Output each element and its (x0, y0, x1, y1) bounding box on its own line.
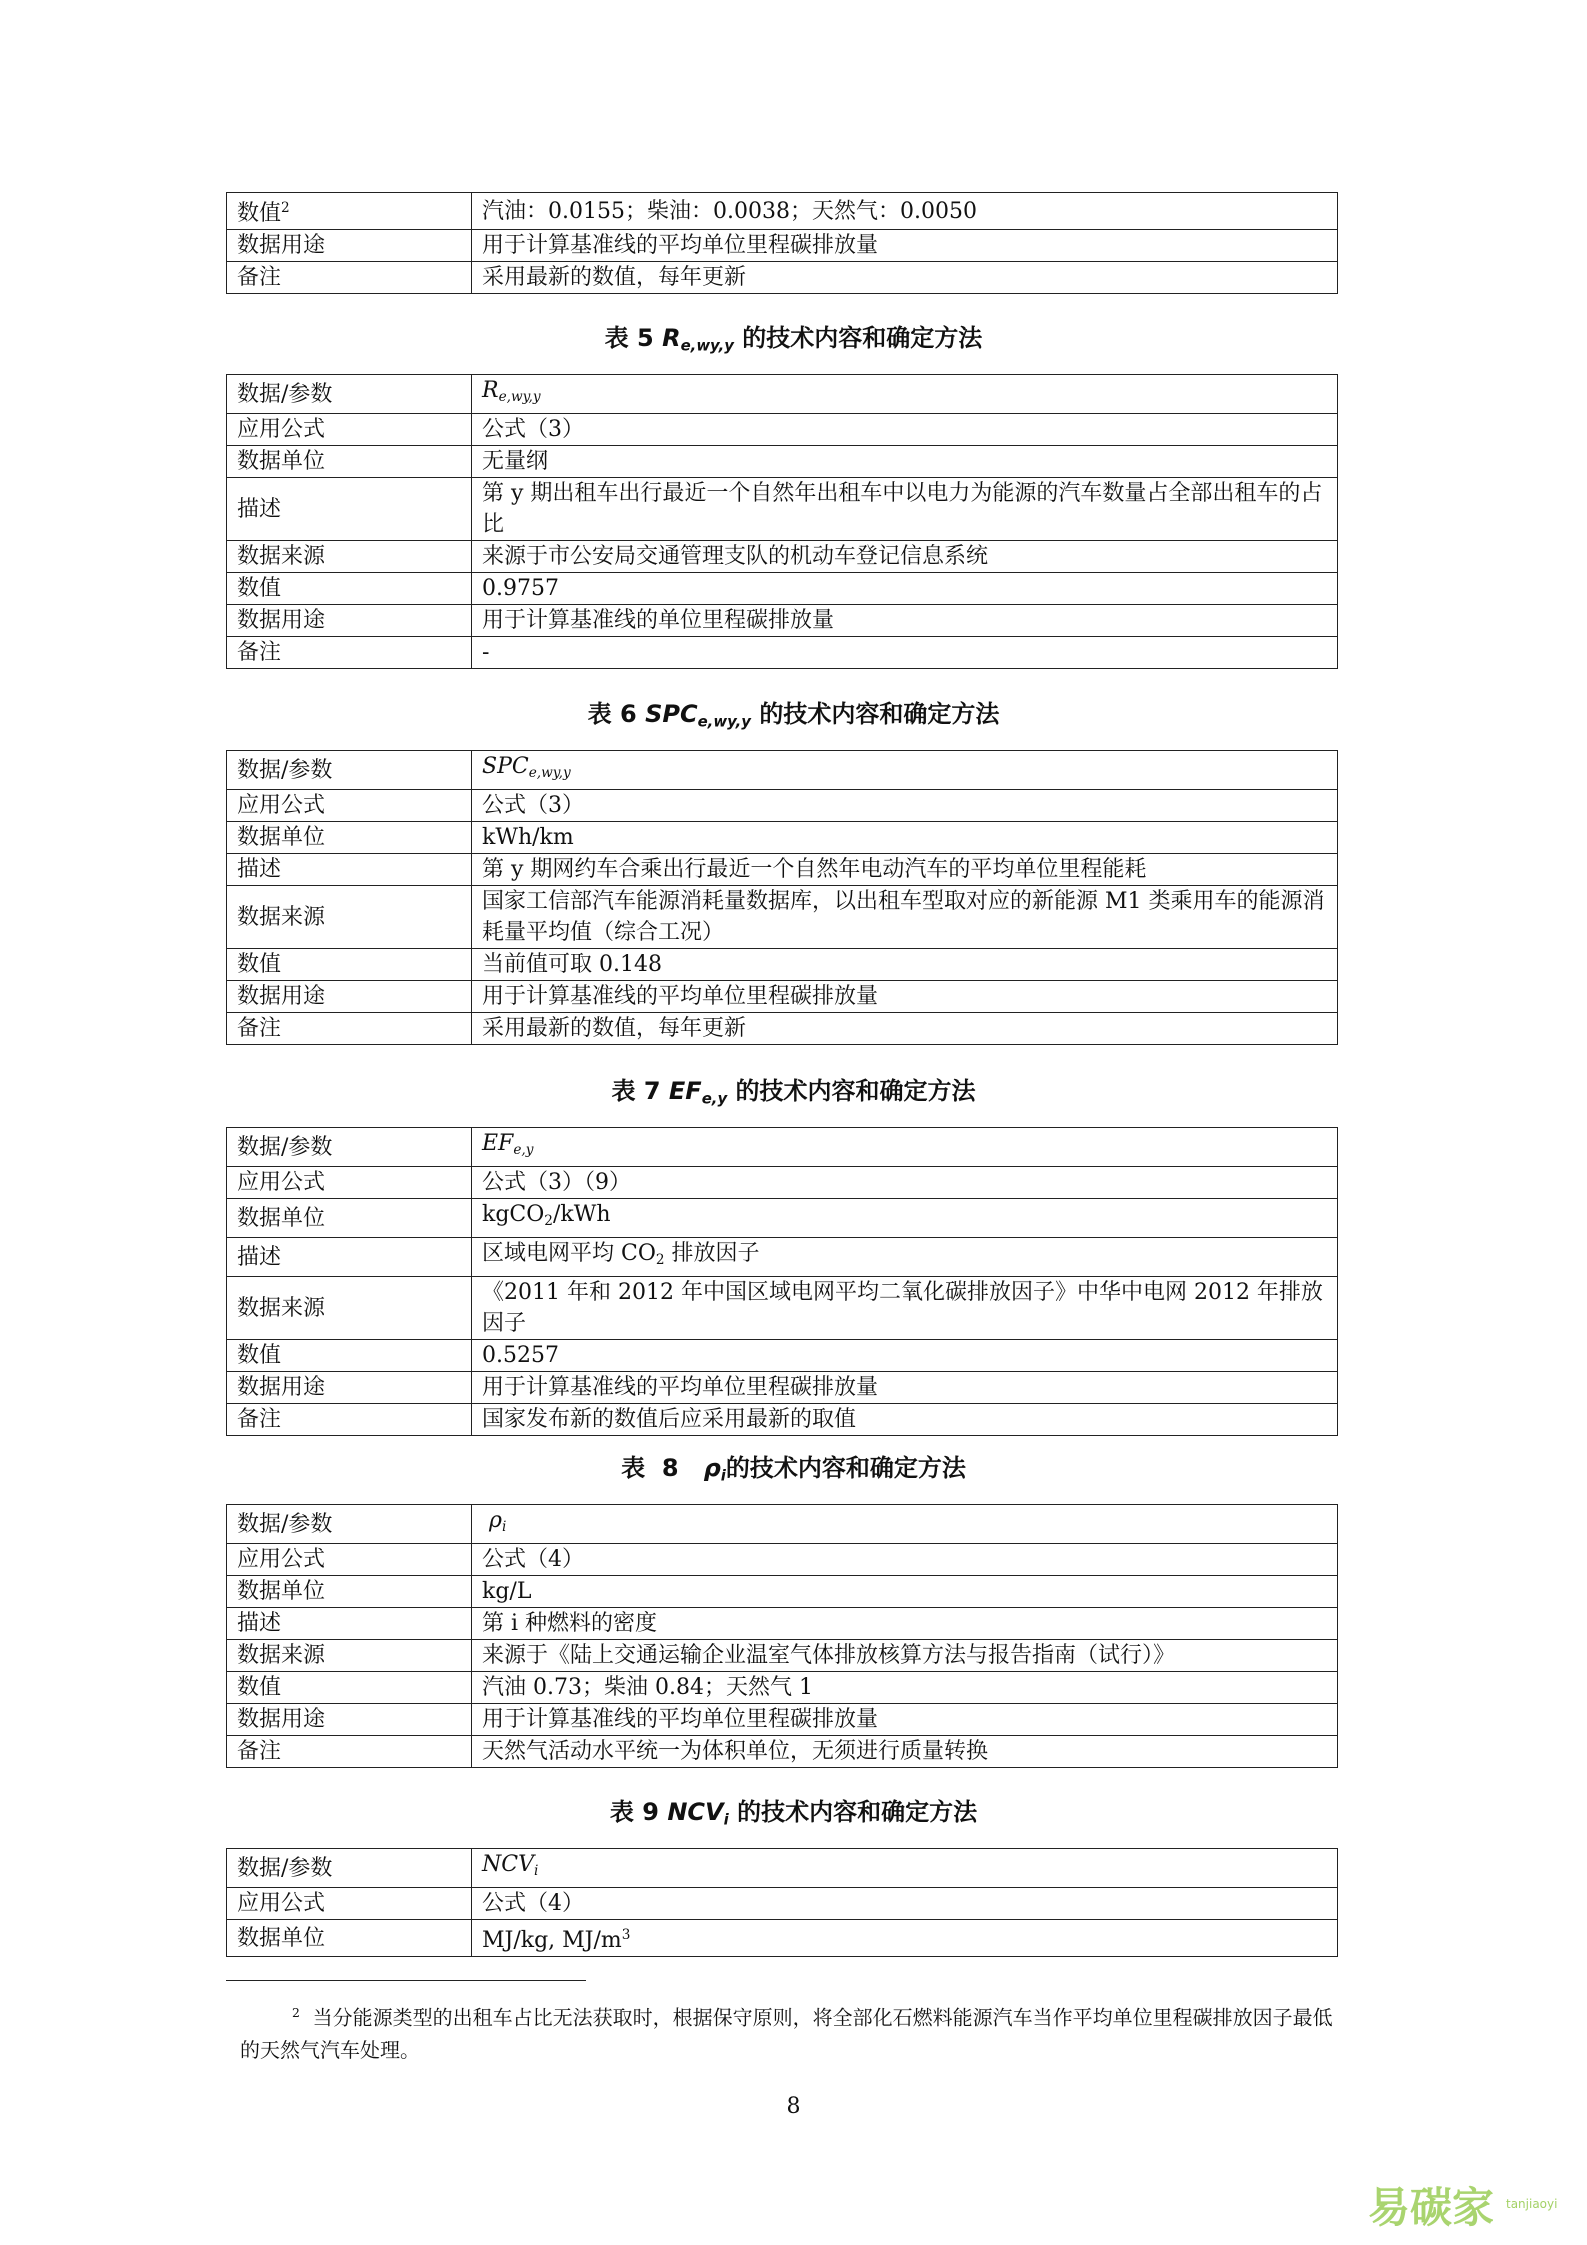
row-value: 0.5257 (472, 1340, 1338, 1372)
row-value: MJ/kg, $MJ/m^3$ (472, 1920, 1338, 1957)
table-row (227, 949, 1338, 981)
table-row (227, 1505, 1338, 1544)
watermark-logo (1368, 2178, 1578, 2234)
row-key: 数据/参数 (227, 1128, 472, 1167)
table-9 (226, 1848, 1338, 1957)
table-row (227, 886, 1338, 949)
row-value: 第 y 期出租车出行最近一个自然年出租车中以电力为能源的汽车数量占全部出租车的占比 (472, 478, 1338, 541)
row-key: 数据单位 (227, 1576, 472, 1608)
table-row (227, 981, 1338, 1013)
table-8-caption: 表 8 $\rho_i$的技术内容和确定方法 (621, 1454, 966, 1485)
row-key: 应用公式 (227, 1888, 472, 1920)
row-key: 数据用途 (227, 1704, 472, 1736)
footnote (240, 1996, 1340, 2067)
table-5-caption: 表 5 $R_{e,wy,y}$ 的技术内容和确定方法 (604, 324, 983, 355)
row-value: 无量纲 (472, 446, 1338, 478)
footnote-marker: 2 (292, 2005, 300, 2020)
table-row (227, 790, 1338, 822)
table-row (227, 1608, 1338, 1640)
row-key: 描述 (227, 1608, 472, 1640)
row-key: 数据用途 (227, 1372, 472, 1404)
table-8 (226, 1504, 1338, 1768)
table-row (227, 1340, 1338, 1372)
row-value: 第 y 期网约车合乘出行最近一个自然年电动汽车的平均单位里程能耗 (472, 854, 1338, 886)
row-value: 0.9757 (472, 573, 1338, 605)
row-key: 数值 (227, 573, 472, 605)
row-key: 数据单位 (227, 1920, 472, 1957)
row-key: 应用公式 (227, 1544, 472, 1576)
table-row (227, 1199, 1338, 1238)
table-row (227, 1372, 1338, 1404)
row-key: 数据用途 (227, 605, 472, 637)
row-key: 数据单位 (227, 1199, 472, 1238)
row-value: 天然气活动水平统一为体积单位，无须进行质量转换 (472, 1736, 1338, 1768)
table-row (227, 1704, 1338, 1736)
table-row (227, 605, 1338, 637)
row-key: 备注 (227, 262, 472, 294)
table-row (227, 478, 1338, 541)
footnote-text: 当分能源类型的出租车占比无法获取时，根据保守原则，将全部化石燃料能源汽车当作平均单位里程碳排放因子最低的天然气汽车处理。 (240, 2005, 1333, 2063)
row-key: 应用公式 (227, 790, 472, 822)
table-row (227, 822, 1338, 854)
table-6-caption: 表 6 $SPC_{e,wy,y}$ 的技术内容和确定方法 (587, 700, 1000, 731)
row-key: 数值 (227, 1340, 472, 1372)
row-value: 公式（4） (472, 1888, 1338, 1920)
row-key: 数据/参数 (227, 375, 472, 414)
row-value: kg/L (472, 1576, 1338, 1608)
row-value: 公式（3） (472, 790, 1338, 822)
table-row (227, 1167, 1338, 1199)
table-row (227, 375, 1338, 414)
row-value: 公式（4） (472, 1544, 1338, 1576)
row-key: 备注 (227, 1404, 472, 1436)
row-value: kWh/km (472, 822, 1338, 854)
watermark-subtext: tanjiaoyi (1506, 2197, 1558, 2211)
row-key: 描述 (227, 854, 472, 886)
table-row (227, 262, 1338, 294)
table-row (227, 193, 1338, 230)
row-value: - (472, 637, 1338, 669)
table-7 (226, 1127, 1338, 1436)
table-row (227, 446, 1338, 478)
row-value: 当前值可取 0.148 (472, 949, 1338, 981)
row-value: 采用最新的数值，每年更新 (472, 262, 1338, 294)
row-value: $SPC_{e,wy,y}$ (472, 751, 1338, 790)
row-value: 汽油 0.73；柴油 0.84；天然气 1 (472, 1672, 1338, 1704)
table-row (227, 1128, 1338, 1167)
table-row (227, 1849, 1338, 1888)
row-key: 数据来源 (227, 541, 472, 573)
row-key: 应用公式 (227, 414, 472, 446)
row-value: 国家发布新的数值后应采用最新的取值 (472, 1404, 1338, 1436)
table-row (227, 1544, 1338, 1576)
table-row (227, 1238, 1338, 1277)
table-row (227, 1277, 1338, 1340)
page-number: 8 (786, 2094, 801, 2119)
row-value: 《2011 年和 2012 年中国区域电网平均二氧化碳排放因子》中华中电网 2012 年排放因子 (472, 1277, 1338, 1340)
row-value: 来源于《陆上交通运输企业温室气体排放核算方法与报告指南（试行）》 (472, 1640, 1338, 1672)
table-row (227, 1640, 1338, 1672)
row-value: 用于计算基准线的平均单位里程碳排放量 (472, 230, 1338, 262)
row-key: 数据/参数 (227, 751, 472, 790)
table-row (227, 1013, 1338, 1045)
row-value: $EF_{e,y}$ (472, 1128, 1338, 1167)
row-key: 数值$^2$ (227, 193, 472, 230)
table-5 (226, 374, 1338, 669)
row-value: 用于计算基准线的平均单位里程碳排放量 (472, 981, 1338, 1013)
row-key: 数据单位 (227, 446, 472, 478)
row-key: 描述 (227, 1238, 472, 1277)
watermark-text: 易碳家 (1368, 2183, 1495, 2232)
table-row (227, 1920, 1338, 1957)
table-row (227, 1736, 1338, 1768)
row-value: $R_{e,wy,y}$ (472, 375, 1338, 414)
row-key: 备注 (227, 637, 472, 669)
row-value: 采用最新的数值，每年更新 (472, 1013, 1338, 1045)
table-row (227, 751, 1338, 790)
row-value: 汽油：0.0155；柴油：0.0038；天然气：0.0050 (472, 193, 1338, 230)
row-key: 数据来源 (227, 886, 472, 949)
row-value: 来源于市公安局交通管理支队的机动车登记信息系统 (472, 541, 1338, 573)
row-key: 描述 (227, 478, 472, 541)
row-key: 备注 (227, 1736, 472, 1768)
table-row (227, 1672, 1338, 1704)
table-row (227, 1576, 1338, 1608)
table-row (227, 414, 1338, 446)
row-value: 区域电网平均 $CO_2$ 排放因子 (472, 1238, 1338, 1277)
table-row (227, 854, 1338, 886)
row-value: 公式（3） (472, 414, 1338, 446)
row-value: 用于计算基准线的平均单位里程碳排放量 (472, 1704, 1338, 1736)
table-row (227, 1888, 1338, 1920)
row-value: 第 i 种燃料的密度 (472, 1608, 1338, 1640)
row-key: 数据来源 (227, 1640, 472, 1672)
table-4-continued (226, 192, 1338, 294)
row-value: 用于计算基准线的平均单位里程碳排放量 (472, 1372, 1338, 1404)
row-key: 应用公式 (227, 1167, 472, 1199)
row-key: 数据用途 (227, 981, 472, 1013)
row-key: 数值 (227, 1672, 472, 1704)
table-6 (226, 750, 1338, 1045)
row-value: $NCV_i$ (472, 1849, 1338, 1888)
row-key: 数据用途 (227, 230, 472, 262)
row-key: 数据/参数 (227, 1849, 472, 1888)
table-row (227, 1404, 1338, 1436)
table-row (227, 637, 1338, 669)
row-value: 公式（3）（9） (472, 1167, 1338, 1199)
table-9-caption: 表 9 $NCV_i$ 的技术内容和确定方法 (609, 1798, 978, 1829)
row-key: 备注 (227, 1013, 472, 1045)
row-key: 数值 (227, 949, 472, 981)
row-value: $\rho_i$ (472, 1505, 1338, 1544)
footnote-rule (226, 1980, 586, 1981)
table-row (227, 541, 1338, 573)
row-value: 用于计算基准线的单位里程碳排放量 (472, 605, 1338, 637)
row-key: 数据单位 (227, 822, 472, 854)
row-key: 数据/参数 (227, 1505, 472, 1544)
table-7-caption: 表 7 $EF_{e,y}$ 的技术内容和确定方法 (611, 1077, 976, 1108)
row-value: 国家工信部汽车能源消耗量数据库，以出租车型取对应的新能源 M1 类乘用车的能源消耗量平均值（综合工况） (472, 886, 1338, 949)
row-key: 数据来源 (227, 1277, 472, 1340)
table-row (227, 573, 1338, 605)
row-value: kgCO$_2$/kWh (472, 1199, 1338, 1238)
table-row (227, 230, 1338, 262)
